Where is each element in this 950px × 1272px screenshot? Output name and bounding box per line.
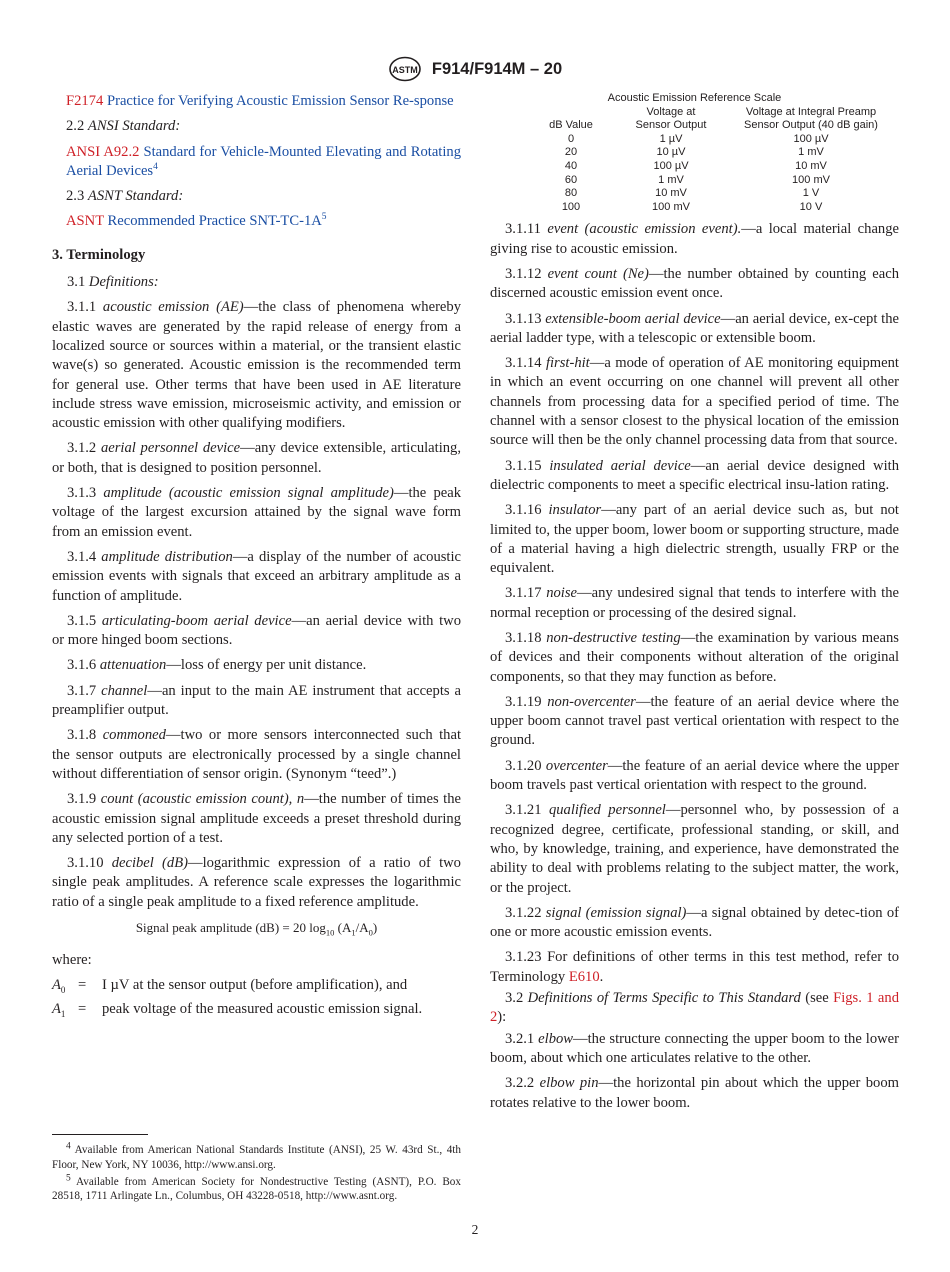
standard-designation: F914/F914M – 20	[431, 59, 563, 78]
reference-f2174	[52, 92, 461, 111]
decibel-equation: Signal peak amplitude (dB) = 20 $\log_{10} (A_1/A_0)$	[135, 919, 378, 938]
table-header-row: dB Value Sensor Output Sensor Output (40 dB gain)	[549, 119, 878, 132]
where-label: where:	[52, 951, 92, 968]
term-paragraph: 3.1.9 count (acoustic emission count), n—the number of times the acoustic emission signal amplitude exceeds a preset threshold during any selected portion of a test.	[52, 791, 461, 846]
term-paragraph: 3.1.15 insulated aerial device—an aerial device designed with dielectric components to meet a specific electrical insu-lation rating.	[490, 457, 899, 493]
ref-code-link[interactable]: ASNT	[66, 213, 104, 230]
right-column	[490, 92, 899, 1119]
ae-reference-table	[490, 92, 899, 214]
variable-definitions	[52, 976, 461, 1024]
term-paragraph: 3.2.2 elbow pin—the horizontal pin about which the upper boom rotates relative to the lower boom.	[490, 1075, 899, 1111]
term-paragraph: 3.1.12 event count (Ne)—the number obtained by counting each discerned acoustic emission event once.	[490, 265, 900, 302]
variable-row: $A_0$ = I µV at the sensor output (before amplification), and	[52, 977, 408, 996]
term-paragraph: 3.1.6 attenuation—loss of energy per unit distance.	[67, 657, 367, 674]
footnote-marker[interactable]: 5	[321, 212, 327, 223]
page-header	[0, 56, 950, 82]
term-paragraph: 3.1.17 noise—any undesired signal that tends to interfere with the normal reception or processing of the desired signal.	[490, 585, 899, 621]
term-paragraph: 3.1.18 non-destructive testing—the examination by various means of devices and their components without alteration of the original components, so that they may function as before.	[490, 629, 899, 685]
variable-row: $A_1$ = peak voltage of the measured acoustic emission signal.	[52, 1001, 423, 1019]
table-title: Acoustic Emission Reference Scale	[607, 92, 782, 104]
footnote-marker[interactable]: 4	[153, 162, 158, 173]
reference-asnt	[52, 212, 461, 231]
term-paragraph: 3.2.1 elbow—the structure connecting the upper boom to the lower boom, about which one articulates relative to the other.	[490, 1030, 899, 1066]
table-row: 80 10 mV 1 V	[564, 187, 820, 200]
terminology-reference: 3.1.23 For definitions of other terms in this test method, refer to Terminology E610.	[490, 949, 899, 985]
ref-title-link[interactable]: Recommended Practice SNT-TC-1A	[107, 213, 322, 230]
table-row: 0 1 µV 100 µV	[567, 132, 829, 145]
e610-link[interactable]: E610	[568, 968, 600, 985]
term-paragraph: 3.1.10 decibel (dB)—logarithmic expression of a ratio of two single peak amplitudes. A reference scale expresses the logarithmic ratio of a single peak amplitude to a fixed reference amplitude.	[52, 855, 461, 910]
table-row: 20 10 µV 1 mV	[564, 146, 824, 159]
term-paragraph: 3.1.16 insulator—any part of an aerial device such as, but not limited to, the upper boom, lower boom or supporting structure, made of a material having a high dielectric strength, usually FRP or the equivalent.	[490, 502, 899, 577]
footnotes	[52, 1134, 461, 1206]
reference-ansi-a92	[52, 143, 461, 182]
term-paragraph: 3.1.11 event (acoustic emission event).—a local material change giving rise to acoustic emission.	[490, 221, 899, 257]
ref-code-link[interactable]: F2174	[66, 93, 104, 109]
table-row: 100 100 mV 10 V	[561, 200, 823, 213]
ref-code-link[interactable]: ANSI A92.2	[66, 143, 140, 160]
footnote: $^4$ Available from American National Standards Institute (ANSI), 25 W. 43rd St., 4th Floor, New York, NY 10036, http://www.ansi.org.	[52, 1141, 461, 1171]
term-paragraph: 3.1.14 first-hit—a mode of operation of AE monitoring equipment in which an event occurring on one channel will prevent all other channels from processing data for a specified period of time. The channel with a sensor closest to the physical location of the emission source will then be the only channel processing data from that source.	[490, 355, 899, 449]
definitions-heading: 3.1 Definitions:	[67, 274, 159, 291]
term-paragraph: 3.1.1 acoustic emission (AE)—the class of phenomena whereby elastic waves are generated by the rapid release of energy from a localized source or sources within a material, or the transient elastic wave(s) so generated. Acoustic emission is the recommended term for general use. Other terms that have been used in AE literature include stress wave emission, microseismic activity, and emission or acoustic emission with other qualifying modifiers.	[52, 299, 461, 432]
reference-scale-table	[526, 106, 896, 215]
page-number: 2	[471, 1222, 479, 1237]
astm-logo-icon	[388, 56, 422, 82]
table-row: 40 100 µV 10 mV	[564, 159, 827, 172]
section-heading: 3. Terminology	[52, 246, 146, 263]
term-paragraph: 3.1.5 articulating-boom aerial device—an aerial device with two or more hinged boom sections.	[52, 612, 462, 649]
term-paragraph: 3.1.20 overcenter—the feature of an aerial device where the upper boom travels past vertical orientation with respect to the ground.	[490, 757, 899, 794]
term-paragraph: 3.1.3 amplitude (acoustic emission signal amplitude)—the peak voltage of the largest excursion attained by the signal wave form from an emission event.	[52, 485, 461, 540]
specific-definitions-heading: 3.2 Definitions of Terms Specific to This Standard (see Figs. 1 and 2):	[490, 990, 899, 1026]
term-paragraph: 3.1.8 commoned—two or more sensors interconnected such that the sensor outputs are electronically processed by a single channel without differentiation of sensor origin. (Synonym “teed”.)	[52, 727, 461, 782]
ref-title-link[interactable]: Standard for Vehicle-Mounted Elevating and Rotating Aerial Devices	[66, 143, 462, 179]
term-paragraph: 3.1.21 qualified personnel—personnel who, by possession of a recognized degree, certificate, professional standing, or skill, and who, by knowledge, training, and experience, have demonstrated the ability to deal with problems relating to the subject matter, the work, or the project.	[490, 802, 899, 896]
term-paragraph: 3.1.22 signal (emission signal)—a signal obtained by detec-tion of one or more acoustic emission events.	[490, 904, 899, 941]
term-paragraph: 3.1.13 extensible-boom aerial device—an aerial device, ex-cept the aerial ladder type, with a telescopic or extensible boom.	[490, 310, 899, 346]
term-paragraph: 3.1.19 non-overcenter—the feature of an aerial device where the upper boom cannot travel past vertical orientation with respect to the ground.	[490, 693, 899, 749]
term-paragraph: 3.1.2 aerial personnel device—any device extensible, articulating, or both, that is designed to position personnel.	[52, 440, 461, 476]
footnote-rule	[52, 1134, 148, 1135]
term-paragraph: 3.1.4 amplitude distribution—a display of the number of acoustic emission events with signals that exceed an arbitrary amplitude as a function of amplitude.	[52, 548, 462, 604]
figures-link[interactable]: Figs. 1 and 2	[490, 990, 899, 1026]
left-column	[52, 92, 461, 1024]
svg-text:ASTM: ASTM	[392, 65, 418, 75]
footnote: $^5$ Available from American Society for Nondestructive Testing (ASNT), P.O. Box 28518, 1711 Arlingate Ln., Columbus, OH 43228-0518, http://www.asnt.org.	[52, 1172, 461, 1203]
table-row: 60 1 mV 100 mV	[564, 173, 830, 186]
table-header-row: Voltage at Voltage at Integral Preamp	[646, 105, 877, 118]
subheading-ansi: 2.2 ANSI Standard:	[66, 118, 181, 135]
subheading-asnt: 2.3 ASNT Standard:	[66, 188, 184, 205]
term-paragraph: 3.1.7 channel—an input to the main AE instrument that accepts a preamplifier output.	[52, 682, 461, 719]
ref-title-link[interactable]: Practice for Verifying Acoustic Emission Sensor Re-sponse	[106, 93, 454, 109]
